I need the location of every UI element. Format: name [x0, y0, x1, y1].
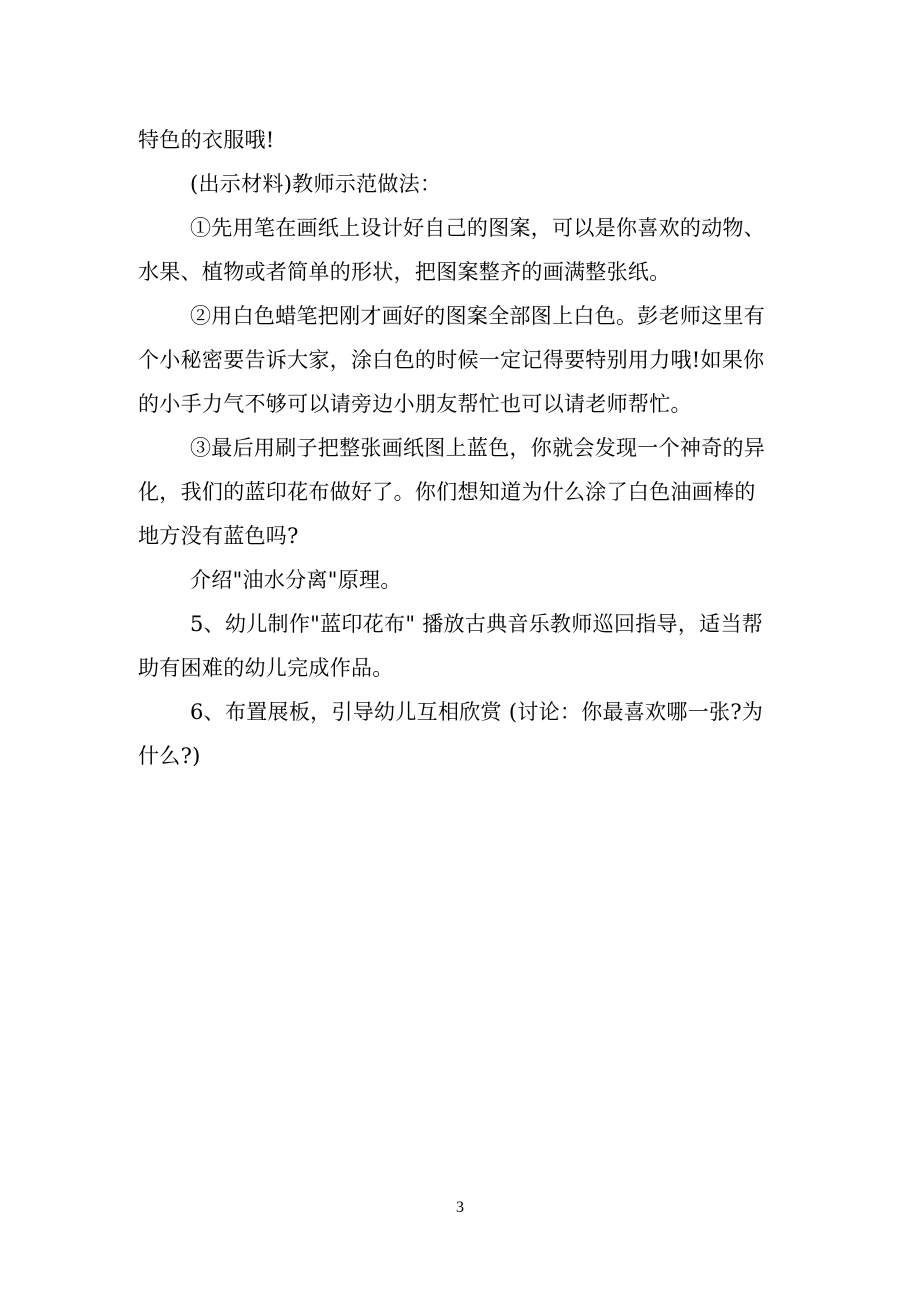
text-line: 个小秘密要告诉大家，涂白色的时候一定记得要特别用力哦!如果你: [138, 348, 765, 372]
text-line: 的小手力气不够可以请旁边小朋友帮忙也可以请老师帮忙。: [138, 392, 692, 416]
text-line: 助有困难的幼儿完成作品。: [138, 656, 394, 680]
text-line: 化，我们的蓝印花布做好了。你们想知道为什么涂了白色油画棒的: [138, 480, 756, 504]
text-line: 5、幼儿制作"蓝印花布" 播放古典音乐教师巡回指导，适当帮: [190, 612, 764, 636]
text-line: 水果、植物或者简单的形状，把图案整齐的画满整张纸。: [138, 260, 671, 284]
text-line: 6、布置展板，引导幼儿互相欣赏 (讨论：你最喜欢哪一张?为: [190, 700, 764, 724]
text-line: 地方没有蓝色吗?: [138, 524, 299, 548]
page-number: 3: [456, 1199, 464, 1216]
text-line: ①先用笔在画纸上设计好自己的图案，可以是你喜欢的动物、: [190, 216, 766, 240]
text-line: ②用白色蜡笔把刚才画好的图案全部图上白色。彭老师这里有: [190, 304, 766, 328]
text-line: 特色的衣服哦!: [138, 128, 275, 152]
text-line: 介绍"油水分离"原理。: [190, 568, 402, 592]
text-line: ③最后用刷子把整张画纸图上蓝色，你就会发现一个神奇的异: [190, 436, 766, 460]
document-body: [138, 118, 786, 778]
text-line: 什么?): [138, 744, 201, 768]
text-line: (出示材料)教师示范做法：: [190, 172, 442, 196]
